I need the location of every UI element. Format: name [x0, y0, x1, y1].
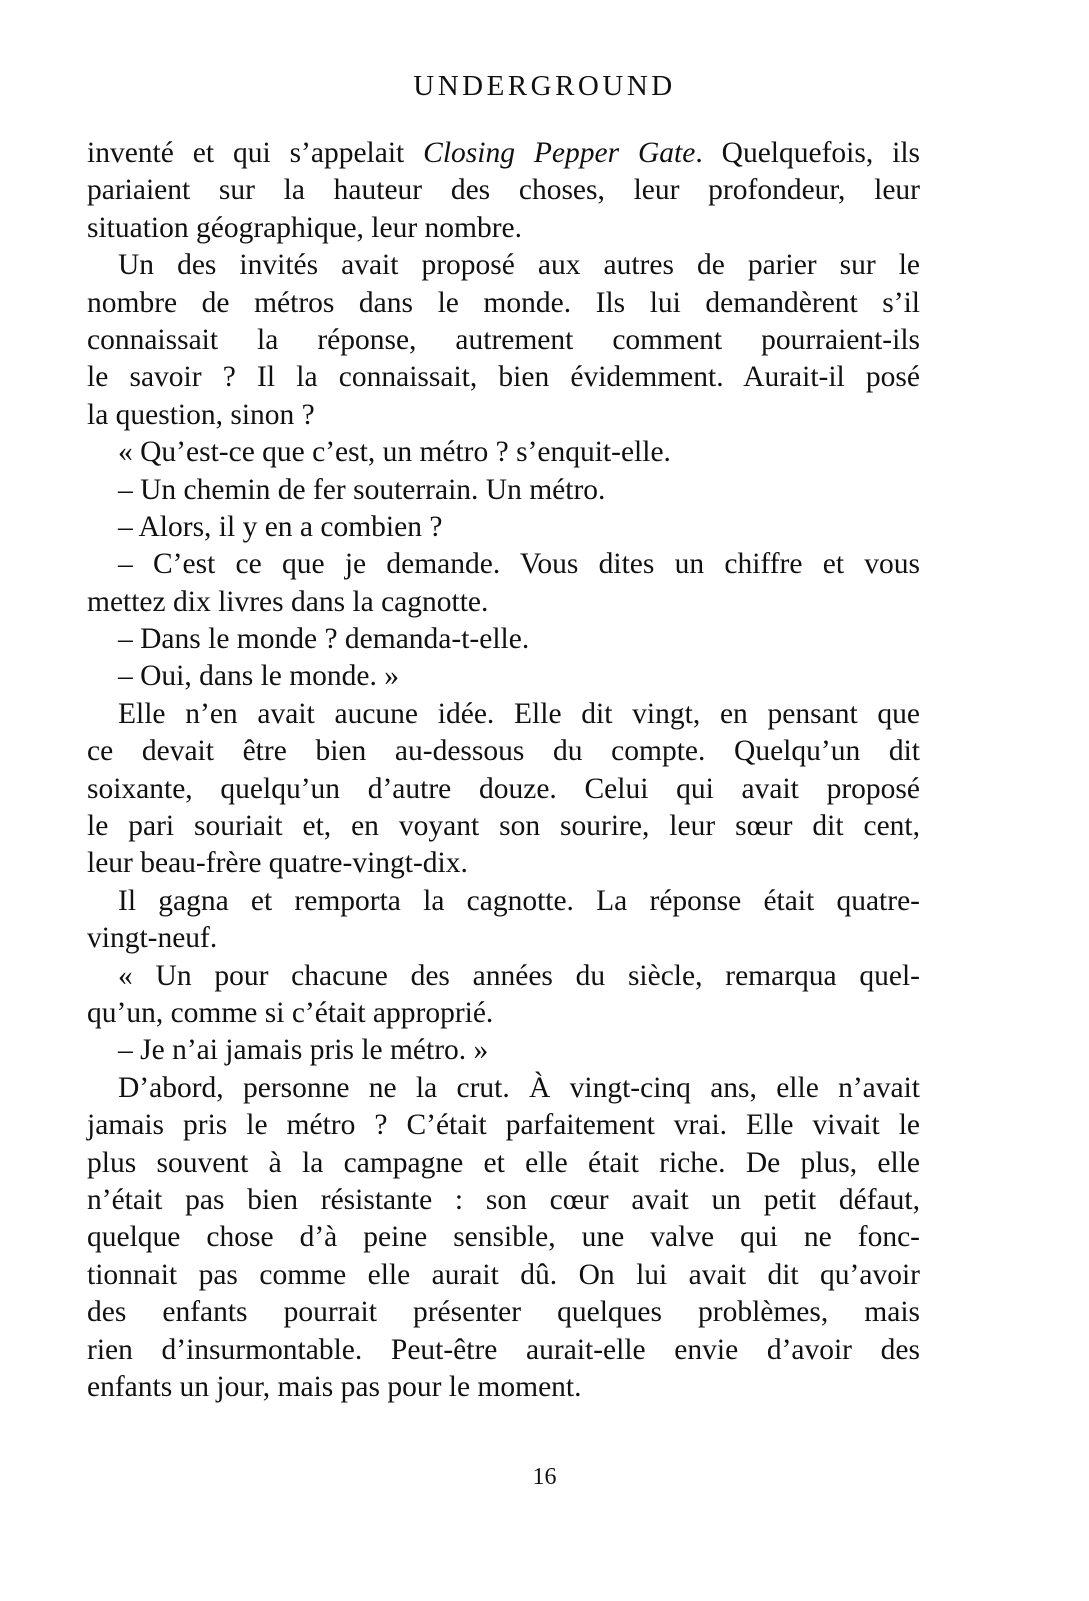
text-line: – Dans le monde ? demanda-t-elle. — [118, 623, 530, 656]
running-head-title: UNDERGROUND — [413, 70, 676, 102]
text-line: – C’est ce que je demande. Vous dites un chiffre et vous — [118, 548, 920, 581]
body-text — [87, 135, 920, 1406]
text-line: quelque chose d’à peine sensible, une valve qui ne fonc- — [87, 1221, 920, 1254]
text-line: Un des invités avait proposé aux autres de parier sur le — [118, 249, 920, 282]
text-line: nombre de métros dans le monde. Ils lui demandèrent s’il — [87, 286, 920, 319]
text-line: situation géographique, leur nombre. — [87, 211, 523, 244]
text-line: le savoir ? Il la connaissait, bien évidemment. Aurait-il posé — [87, 361, 920, 394]
text-line: enfants un jour, mais pas pour le moment. — [87, 1370, 582, 1403]
text-line: – Je n’ai jamais pris le métro. » — [118, 1034, 489, 1067]
text-line: « Qu’est-ce que c’est, un métro ? s’enquit-elle. — [118, 436, 671, 469]
text-line: connaissait la réponse, autrement comment pourraient-ils — [87, 323, 920, 356]
text-line: pariaient sur la hauteur des choses, leur profondeur, leur — [87, 174, 920, 207]
text-line: le pari souriait et, en voyant son sourire, leur sœur dit cent, — [87, 810, 920, 843]
text-line: – Alors, il y en a combien ? — [118, 510, 443, 543]
page-number: 16 — [532, 1464, 557, 1490]
text-line: Il gagna et remporta la cagnotte. La réponse était quatre- — [118, 884, 920, 917]
text-line: vingt-neuf. — [87, 922, 218, 955]
text-line-1: inventé et qui s’appelait Closing Pepper Gate. Quelquefois, ils — [87, 137, 920, 169]
text-line: D’abord, personne ne la crut. À vingt-cinq ans, elle n’avait — [118, 1071, 920, 1104]
text-line: jamais pris le métro ? C’était parfaitement vrai. Elle vivait le — [87, 1109, 920, 1142]
book-title-italic: Closing Pepper Gate — [423, 137, 696, 169]
text-line: plus souvent à la campagne et elle était riche. De plus, elle — [87, 1146, 920, 1179]
text-line: qu’un, comme si c’était approprié. — [87, 996, 494, 1029]
text-line: soixante, quelqu’un d’autre douze. Celui qui avait proposé — [87, 772, 920, 805]
text-line: « Un pour chacune des années du siècle, remarqua quel- — [118, 959, 920, 992]
text-line: Elle n’en avait aucune idée. Elle dit vingt, en pensant que — [118, 697, 920, 730]
text-line: des enfants pourrait présenter quelques problèmes, mais — [87, 1296, 920, 1329]
text-line: rien d’insurmontable. Peut-être aurait-elle envie d’avoir des — [87, 1333, 920, 1366]
text-line: – Un chemin de fer souterrain. Un métro. — [118, 473, 606, 506]
text-line: n’était pas bien résistante : son cœur avait un petit défaut, — [87, 1183, 920, 1216]
text-line: la question, sinon ? — [87, 398, 315, 431]
text-line: – Oui, dans le monde. » — [118, 660, 400, 693]
text-line: leur beau-frère quatre-vingt-dix. — [87, 847, 468, 880]
text-line: tionnait pas comme elle aurait dû. On lui avait dit qu’avoir — [87, 1258, 920, 1291]
text-line: mettez dix livres dans la cagnotte. — [87, 585, 489, 618]
text-line: ce devait être bien au-dessous du compte. Quelqu’un dit — [87, 735, 920, 768]
